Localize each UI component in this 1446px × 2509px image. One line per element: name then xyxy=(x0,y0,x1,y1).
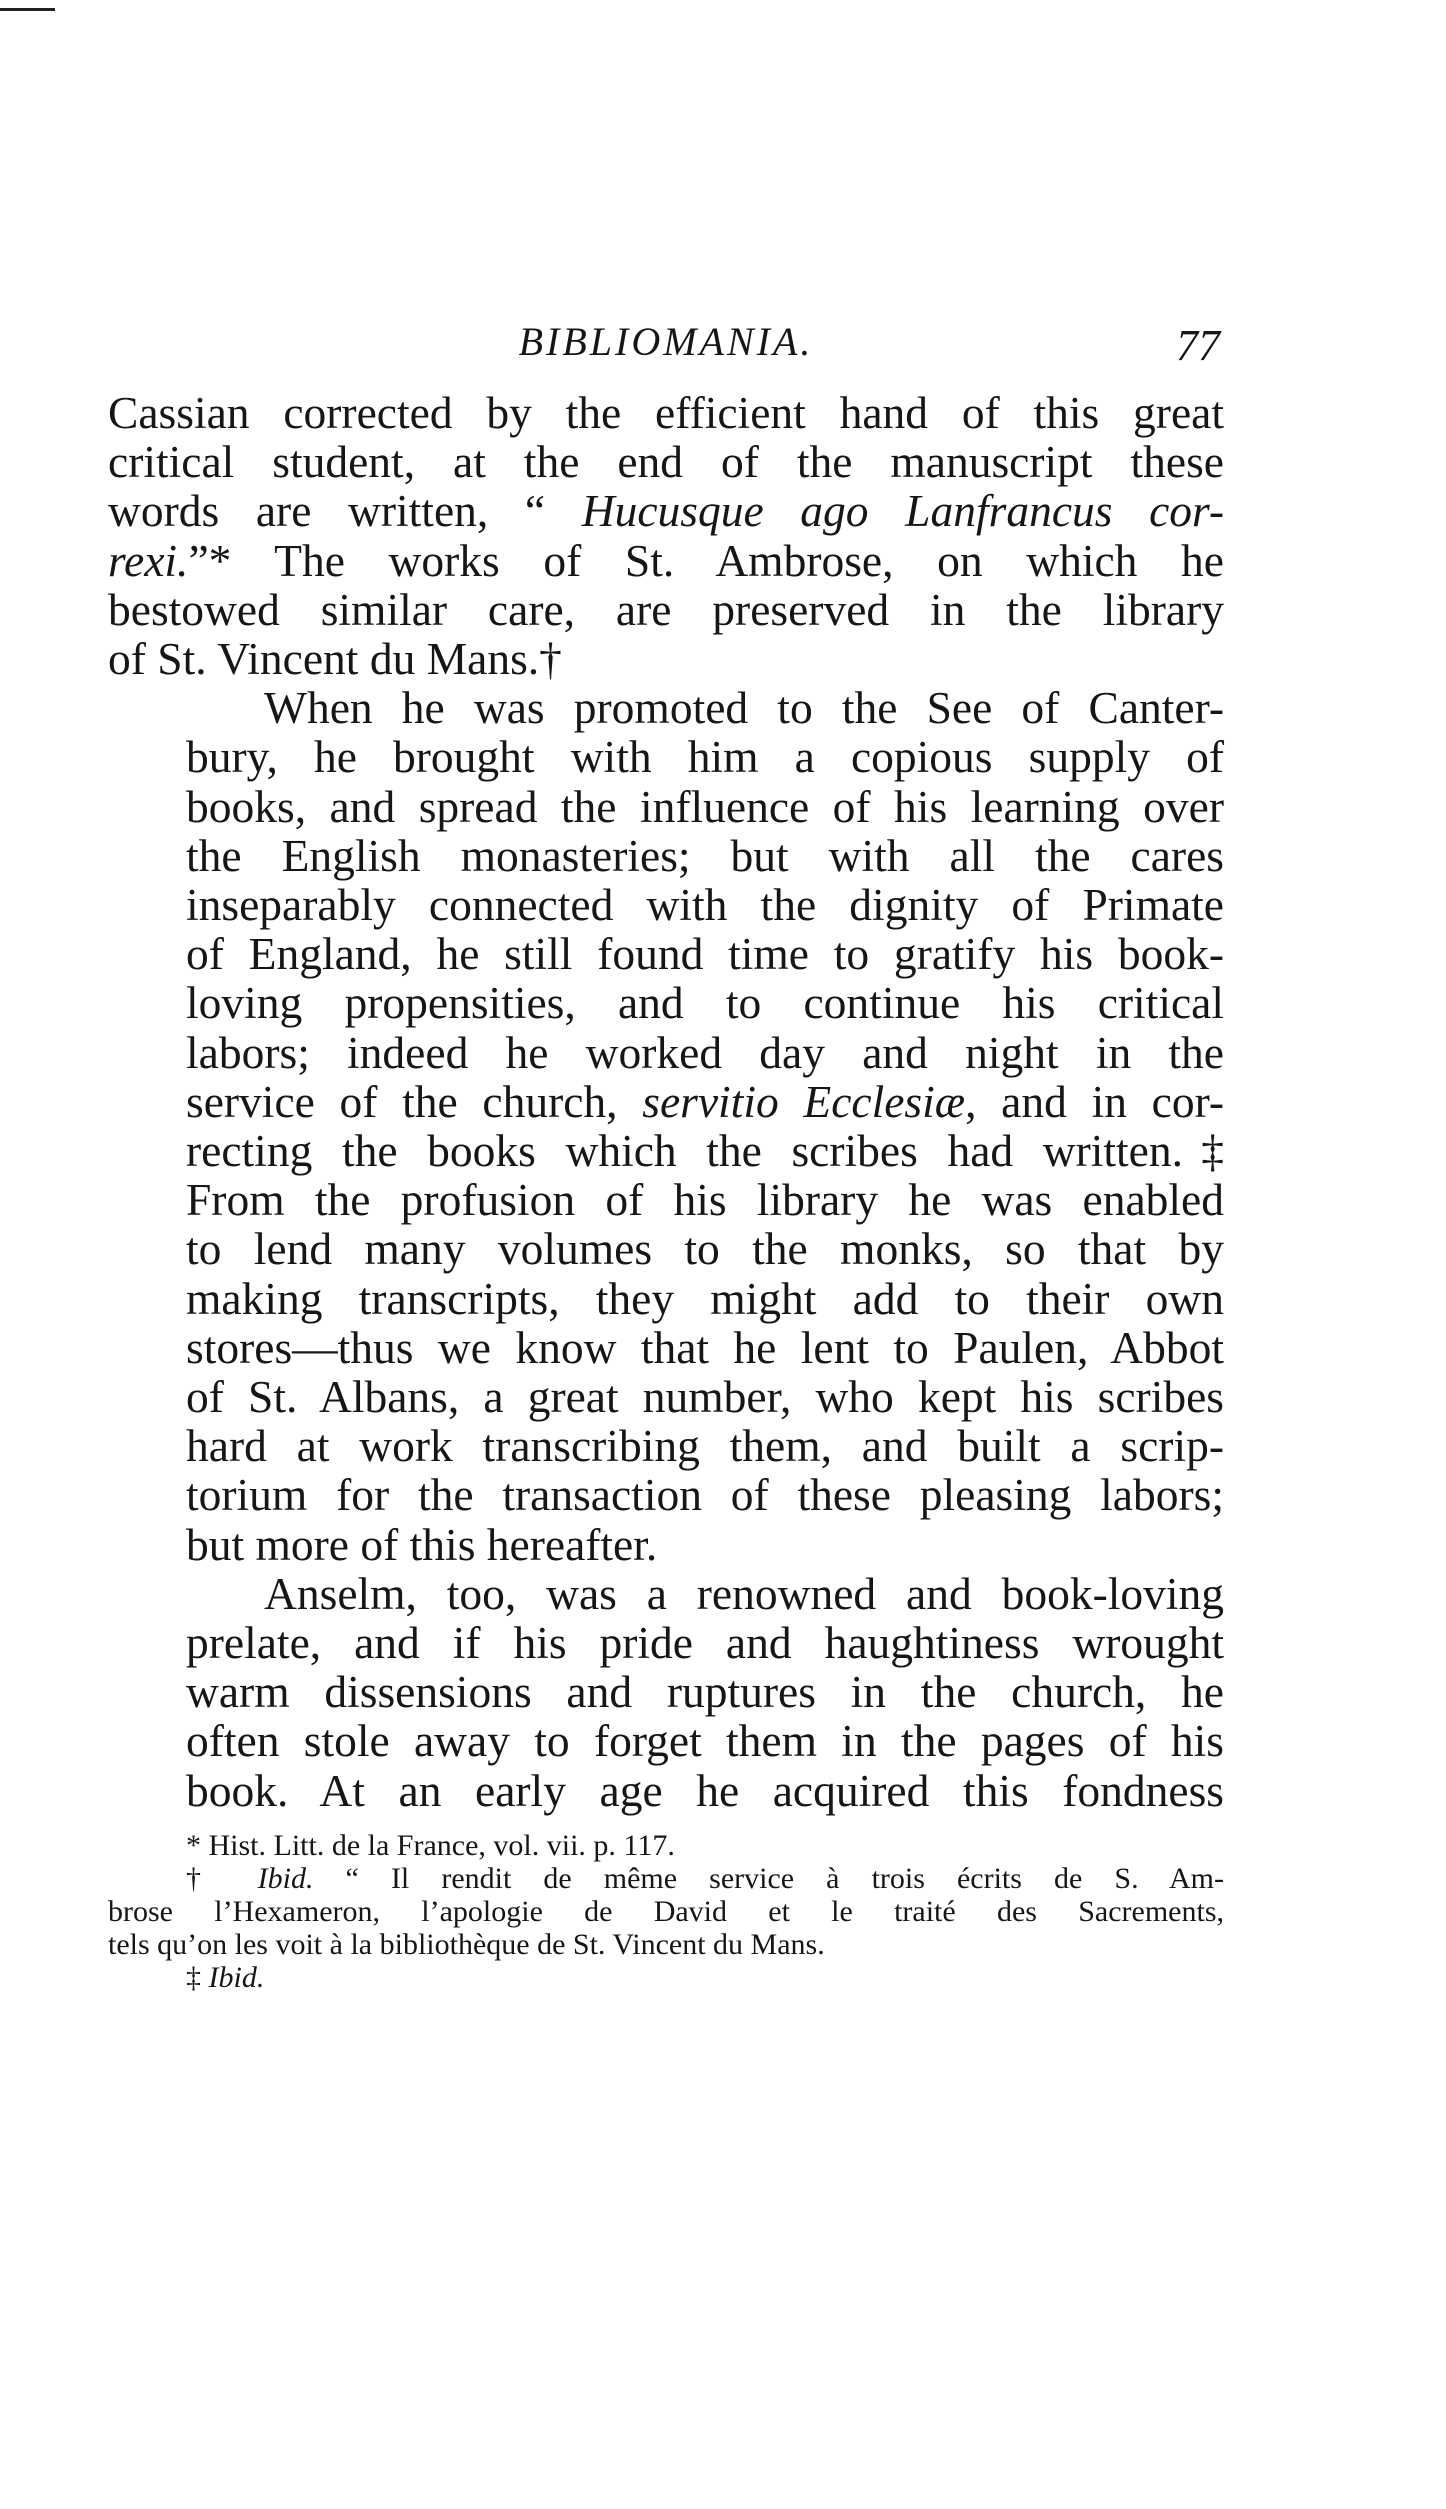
footnote-3 xyxy=(108,1961,1224,1994)
book-page xyxy=(108,318,1224,1994)
footnote-line: tels qu’on les voit à la bibliothèque de St. Vincent du Mans. xyxy=(108,1927,825,1961)
paragraph-2 xyxy=(108,683,1224,1569)
text-line: book. At an early age he acquired this fondness xyxy=(186,1764,1224,1816)
text-line: Cassian corrected by the efficient hand of this great xyxy=(108,387,1224,438)
text-line: stores—thus we know that he lent to Paulen, Abbot xyxy=(186,1321,1224,1373)
page-number: 77 xyxy=(1176,321,1220,370)
text-line: hard at work transcribing them, and built a scrip- xyxy=(186,1420,1224,1472)
footnotes xyxy=(108,1829,1224,1994)
text-line: bury, he brought with him a copious supply of xyxy=(186,731,1224,783)
body-text xyxy=(108,388,1224,1815)
text-line: service of the church, servitio Ecclesiæ, and in cor- xyxy=(186,1075,1224,1127)
text-line: prelate, and if his pride and haughtiness wrought xyxy=(186,1617,1224,1669)
text-line: often stole away to forget them in the pages of his xyxy=(186,1715,1224,1767)
running-title: BIBLIOMANIA. xyxy=(518,319,814,364)
paragraph-3 xyxy=(108,1569,1224,1815)
text-line: books, and spread the influence of his learning over xyxy=(186,780,1224,832)
text-line: loving propensities, and to continue his critical xyxy=(186,977,1224,1029)
text-line: bestowed similar care, are preserved in the library xyxy=(108,583,1224,635)
text-line: recting the books which the scribes had written.‡ xyxy=(186,1125,1224,1177)
text-line: making transcripts, they might add to their own xyxy=(186,1272,1224,1324)
text-line: labors; indeed he worked day and night in the xyxy=(186,1026,1224,1078)
text-line: of St. Albans, a great number, who kept his scribes xyxy=(186,1371,1224,1423)
text-line: warm dissensions and ruptures in the church, he xyxy=(186,1666,1224,1718)
text-line: Anselm, too, was a renowned and book-loving xyxy=(264,1567,1224,1619)
footnote-line: ‡ Ibid. xyxy=(186,1960,265,1994)
text-line: the English monasteries; but with all the cares xyxy=(186,829,1224,881)
text-line: critical student, at the end of the manuscript these xyxy=(108,436,1224,488)
footnote-line: † Ibid. “ Il rendit de même service à trois écrits de S. Am- xyxy=(186,1861,1224,1895)
text-line: but more of this hereafter. xyxy=(186,1518,658,1570)
text-line: of St. Vincent du Mans.† xyxy=(108,633,562,685)
text-line: of England, he still found time to gratify his book- xyxy=(186,928,1224,980)
page-header xyxy=(108,318,1224,388)
paragraph-1 xyxy=(108,388,1224,683)
text-line: rexi.”* The works of St. Ambrose, on which he xyxy=(108,534,1224,586)
text-line: inseparably connected with the dignity of Primate xyxy=(186,879,1224,931)
footnote-line: * Hist. Litt. de la France, vol. vii. p. 117. xyxy=(186,1828,675,1862)
text-line: to lend many volumes to the monks, so that by xyxy=(186,1223,1224,1275)
footnote-1 xyxy=(108,1829,1224,1862)
footnote-2 xyxy=(108,1862,1224,1961)
text-line: When he was promoted to the See of Canter- xyxy=(264,682,1224,734)
text-line: words are written, “ Hucusque ago Lanfrancus cor- xyxy=(108,485,1224,537)
scan-edge-mark xyxy=(0,8,55,11)
text-line: From the profusion of his library he was enabled xyxy=(186,1174,1224,1226)
text-line: torium for the transaction of these pleasing labors; xyxy=(186,1469,1224,1521)
footnote-line: brose l’Hexameron, l’apologie de David et le traité des Sacrements, xyxy=(108,1894,1224,1928)
